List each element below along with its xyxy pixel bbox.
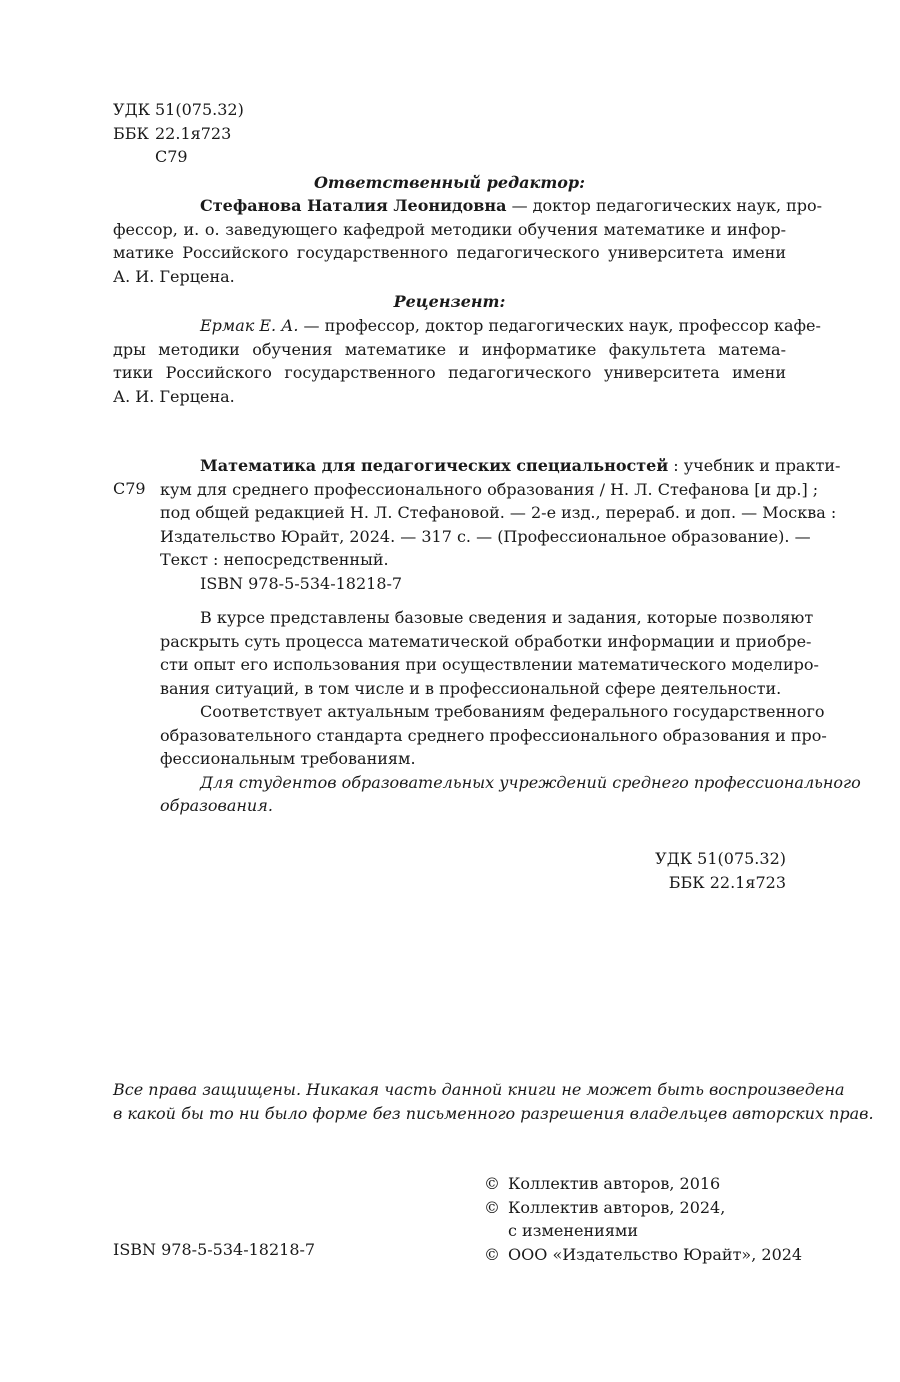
copyright-icon: © [484,1197,500,1217]
editor-heading: Ответственный редактор: [313,173,586,192]
bbk-value: 22.1я723 [155,123,232,143]
biblio-line-2: кум для среднего профессионального образования / Н. Л. Стефанова [и др.] ; [160,479,819,499]
rights-line-2: в какой бы то ни было форме без письменного разрешения владельцев авторских прав. [113,1103,874,1123]
biblio-line-5: Текст : непосредственный. [160,550,389,569]
rights-line-1: Все права защищены. Никакая часть данной книги не может быть воспроизведена [113,1080,845,1099]
editor-line-2: фессор, и. о. заведующего кафедрой методики обучения математике и инфор- [113,219,786,239]
author-mark: С79 [155,147,188,166]
copyright-3: © ООО «Издательство Юрайт», 2024 [484,1243,804,1267]
biblio-line-1: Математика для педагогических специальностей : учебник и практи- [200,456,841,475]
annotation-p2-line-2: образовательного стандарта среднего профессионального образования и про- [160,725,827,745]
udk-label: УДК [113,100,150,119]
isbn-bottom: ISBN 978-5-534-18218-7 [113,1240,316,1259]
classification-codes [113,98,244,169]
bibliography-side-mark: С79 [113,479,146,498]
annotation-p3-line-1: Для студентов образовательных учреждений среднего профессионального [200,772,861,792]
reviewer-line-1: Ермак Е. А. — профессор, доктор педагогических наук, профессор кафе- [200,316,821,335]
annotation-p2-line-1: Соответствует актуальным требованиям федерального государственного [200,702,825,721]
annotation-p1-line-1: В курсе представлены базовые сведения и задания, которые позволяют [200,608,814,627]
reviewer-line-2: дры методики обучения математике и информатике факультета матема- [113,339,786,359]
reviewer-line-3: тики Российского государственного педагогического университета имени [113,363,786,382]
copyright-2: © Коллектив авторов, 2024, [484,1196,804,1220]
udk-right: УДК 51(075.32) [655,849,786,868]
editor-name: Стефанова Наталия Леонидовна [200,196,507,215]
reviewer-heading: Рецензент: [393,292,506,311]
biblio-line-4: Издательство Юрайт, 2024. — 317 с. — (Профессиональное образование). — [160,526,811,546]
annotation [160,606,861,818]
copyright-block [484,1172,804,1266]
copyright-icon: © [484,1244,500,1264]
isbn: ISBN 978-5-534-18218-7 [200,574,403,593]
udk-row [113,98,244,122]
reviewer-name: Ермак Е. А. [200,316,299,335]
reviewer-description [113,314,821,408]
bibliographic-record [160,454,841,572]
copyright-icon: © [484,1174,500,1193]
annotation-p2-line-3: фессиональным требованиям. [160,749,416,768]
bbk-row [113,122,244,146]
annotation-p3-line-2: образования. [160,796,273,815]
annotation-p1-line-3: сти опыт его использования при осуществлении математического моделиро- [160,655,819,674]
book-title: Математика для педагогических специальностей [200,456,669,475]
classification-right [560,847,786,894]
copyright-2-continued: с изменениями [508,1221,639,1240]
editor-line-4: А. И. Герцена. [113,266,235,286]
biblio-line-3: под общей редакцией Н. Л. Стефановой. — 2-е изд., перераб. и доп. — Москва : [160,503,837,522]
editor-line-1: Стефанова Наталия Леонидовна — доктор педагогических наук, про- [200,196,823,215]
bbk-label: ББК [113,123,149,143]
editor-line-3: матике Российского государственного педагогического университета имени [113,243,786,262]
bbk-right: ББК 22.1я723 [668,872,786,892]
annotation-p1-line-4: вания ситуаций, в том числе и в профессиональной сфере деятельности. [160,678,782,698]
rights-notice [113,1078,874,1125]
udk-value: 51(075.32) [155,100,244,119]
editor-description [113,194,823,288]
copyright-1: © Коллектив авторов, 2016 [484,1172,804,1196]
author-mark-row [113,145,244,169]
annotation-p1-line-2: раскрыть суть процесса математической обработки информации и приобре- [160,631,812,651]
reviewer-line-4: А. И. Герцена. [113,386,235,406]
